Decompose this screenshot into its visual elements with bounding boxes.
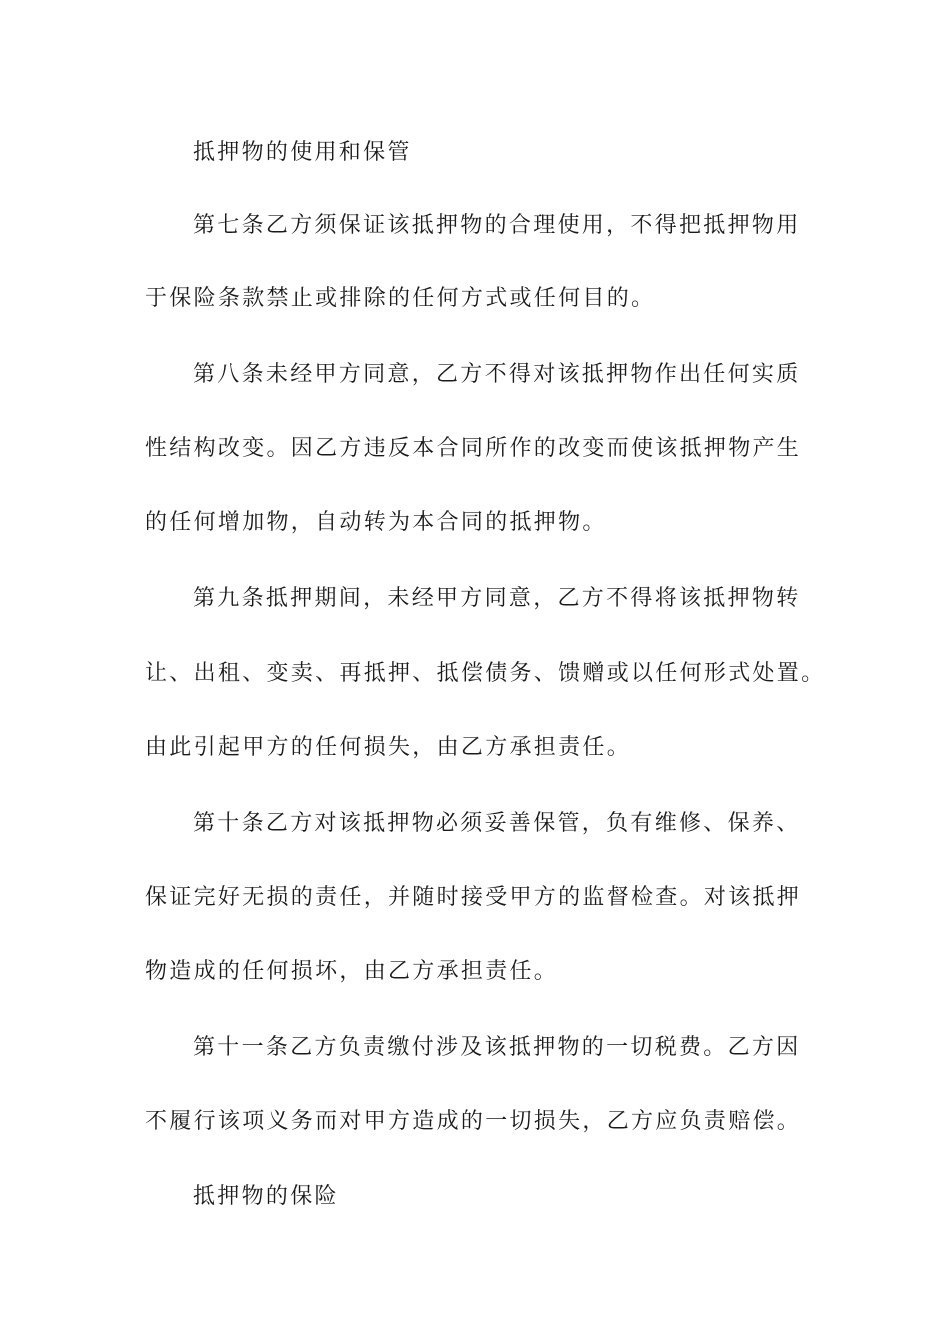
paragraph-line: 物造成的任何损坏，由乙方承担责任。 bbox=[145, 959, 559, 984]
paragraph-line: 不履行该项义务而对甲方造成的一切损失，乙方应负责赔偿。 bbox=[145, 1109, 802, 1134]
paragraph-line: 第七条乙方须保证该抵押物的合理使用，不得把抵押物用 bbox=[193, 213, 801, 238]
paragraph-line: 第十一条乙方负责缴付涉及该抵押物的一切税费。乙方因 bbox=[193, 1035, 801, 1060]
paragraph-line: 由此引起甲方的任何损失，由乙方承担责任。 bbox=[145, 735, 632, 760]
section-heading-insurance: 抵押物的保险 bbox=[193, 1184, 339, 1209]
paragraph-line: 第十条乙方对该抵押物必须妥善保管，负有维修、保养、 bbox=[193, 811, 801, 836]
paragraph-line: 于保险条款禁止或排除的任何方式或任何目的。 bbox=[145, 286, 656, 311]
paragraph-line: 让、出租、变卖、再抵押、抵偿债务、馈赠或以任何形式处置。 bbox=[145, 661, 826, 686]
paragraph-line: 保证完好无损的责任，并随时接受甲方的监督检查。对该抵押 bbox=[145, 885, 802, 910]
section-heading-use-and-custody: 抵押物的使用和保管 bbox=[193, 140, 412, 165]
paragraph-line: 的任何增加物，自动转为本合同的抵押物。 bbox=[145, 510, 607, 535]
paragraph-line: 第九条抵押期间，未经甲方同意，乙方不得将该抵押物转 bbox=[193, 586, 801, 611]
paragraph-line: 性结构改变。因乙方违反本合同所作的改变而使该抵押物产生 bbox=[145, 436, 802, 461]
paragraph-line: 第八条未经甲方同意，乙方不得对该抵押物作出任何实质 bbox=[193, 362, 801, 387]
